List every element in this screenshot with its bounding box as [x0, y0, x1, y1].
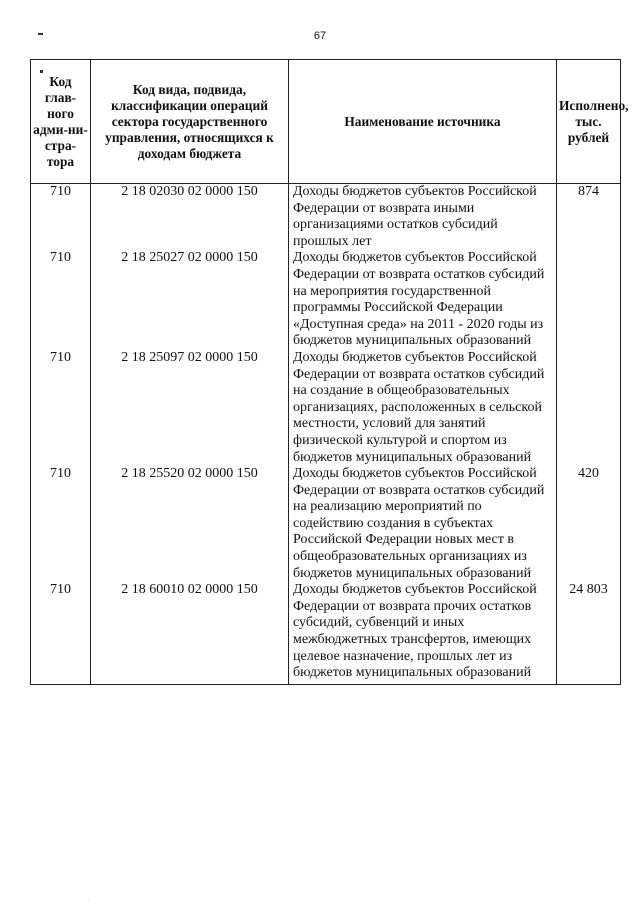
cell-name: Доходы бюджетов субъектов Российской Федерации от возврата прочих остатков субсидий, субвенций и иных межбюджетных трансфертов, имеющих целевое назначение, прошлых лет из бюджетов муниципальных образований	[289, 582, 557, 684]
revenue-sources-table	[30, 59, 629, 685]
table-row	[31, 466, 621, 582]
table-header-row	[31, 60, 621, 184]
footer-scan-noise: ·	[88, 897, 90, 903]
table-row	[31, 350, 621, 466]
cell-amount: 24 803	[557, 582, 621, 684]
cell-admin: 710	[31, 466, 91, 582]
cell-amount: 874	[557, 184, 621, 251]
cell-admin: 710	[31, 582, 91, 684]
cell-admin: 710	[31, 350, 91, 466]
cell-admin: 710	[31, 184, 91, 251]
page-number: 67	[313, 30, 327, 42]
cell-amount: 420	[557, 466, 621, 582]
header-admin-code: Код глав-ного адми-ни-стра-тора	[31, 60, 91, 184]
table-row	[31, 582, 621, 684]
cell-code: 2 18 25027 02 0000 150	[91, 250, 289, 350]
cell-name: Доходы бюджетов субъектов Российской Федерации от возврата иными организациями остатков субсидий прошлых лет	[289, 184, 557, 251]
cell-name: Доходы бюджетов субъектов Российской Федерации от возврата остатков субсидий на реализацию мероприятий по содействию создания в субъектах Российской Федерации новых мест в общеобразовательных организациях из бюджетов муниципальных образований	[289, 466, 557, 582]
header-type-code: Код вида, подвида, классификации операций сектора государственного управления, относящихся к доходам бюджета	[91, 60, 289, 184]
scan-mark-top-left	[38, 33, 43, 35]
header-executed: Исполнено, тыс. рублей	[557, 60, 621, 184]
cell-code: 2 18 60010 02 0000 150	[91, 582, 289, 684]
table-row	[31, 250, 621, 350]
table-row	[31, 184, 621, 251]
cell-code: 2 18 25520 02 0000 150	[91, 466, 289, 582]
cell-name: Доходы бюджетов субъектов Российской Федерации от возврата остатков субсидий на создание в общеобразовательных организациях, расположенных в сельской местности, условий для занятий физической культурой и спортом из бюджетов муниципальных образований	[289, 350, 557, 466]
cell-code: 2 18 02030 02 0000 150	[91, 184, 289, 251]
header-source-name: Наименование источника	[289, 60, 557, 184]
cell-amount	[557, 250, 621, 350]
cell-code: 2 18 25097 02 0000 150	[91, 350, 289, 466]
cell-name: Доходы бюджетов субъектов Российской Федерации от возврата остатков субсидий на мероприятия государственной программы Российской Федерации «Доступная среда» на 2011 - 2020 годы из бюджетов муниципальных образований	[289, 250, 557, 350]
cell-amount	[557, 350, 621, 466]
cell-admin: 710	[31, 250, 91, 350]
